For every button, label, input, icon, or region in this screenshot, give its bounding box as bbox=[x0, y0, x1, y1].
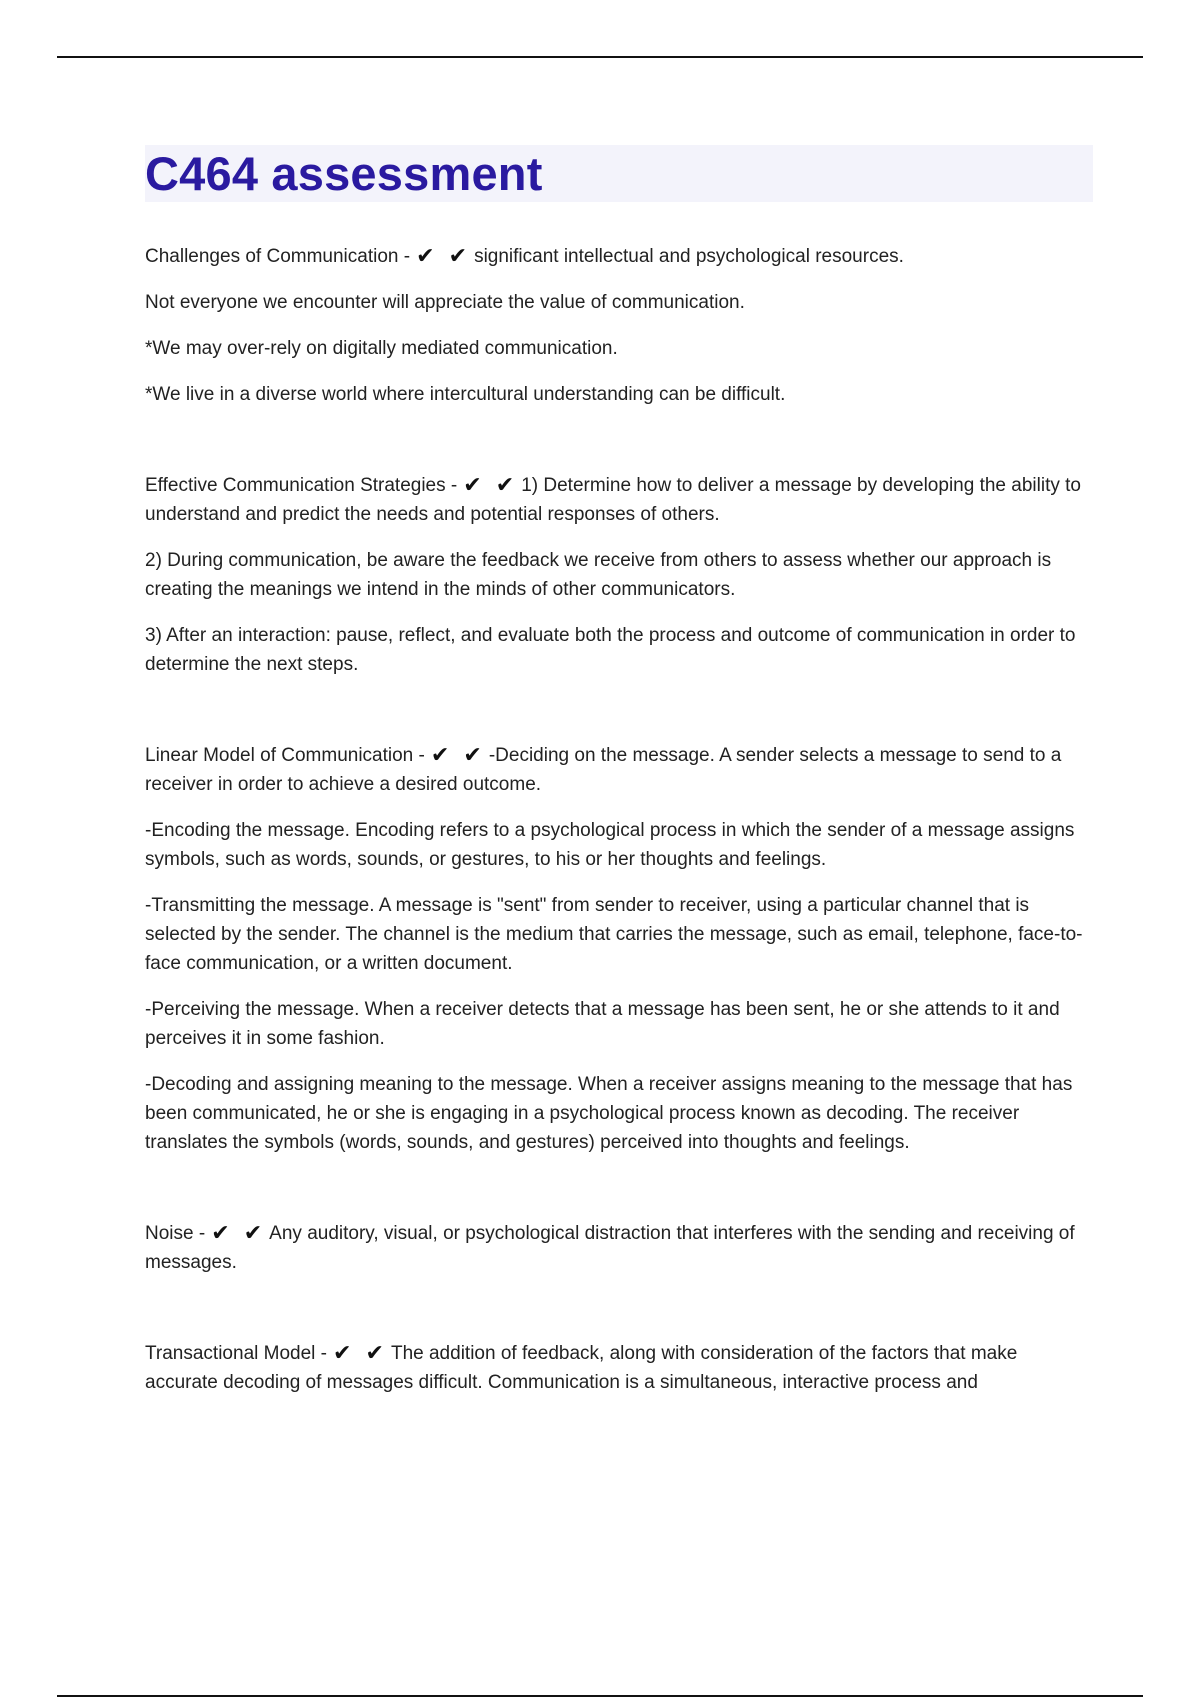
document-title: C464 assessment bbox=[145, 147, 543, 200]
entry-extra-paragraph: *We live in a diverse world where intercultural understanding can be difficult. bbox=[145, 384, 786, 405]
entry-extra-paragraph: -Decoding and assigning meaning to the message. When a receiver assigns meaning to the message that has been communicated, he or she is engaging in a psychological process known as decoding. The receiver translates the symbols (words, sounds, and gestures) perceived into thoughts and feelings. bbox=[145, 1074, 1073, 1153]
entry-main-paragraph bbox=[145, 741, 1093, 799]
entry-term: Linear Model of Communication - bbox=[145, 745, 425, 766]
flashcard-list bbox=[145, 242, 1093, 1397]
entry-term: Challenges of Communication - bbox=[145, 246, 411, 267]
double-check-icon: ✔ ✔ bbox=[463, 472, 519, 497]
entry-definition: The addition of feedback, along with consideration of the factors that make accurate decoding of messages difficult. Communication is a simultaneous, interactive process and bbox=[145, 1343, 1018, 1393]
entry-extra-paragraph: 3) After an interaction: pause, reflect, and evaluate both the process and outcome of communication in order to determine the next steps. bbox=[145, 625, 1076, 675]
entry-main-paragraph bbox=[145, 471, 1093, 529]
top-rule bbox=[57, 56, 1143, 58]
entry-extra-paragraph: -Perceiving the message. When a receiver detects that a message has been sent, he or she attends to it and perceives it in some fashion. bbox=[145, 999, 1060, 1049]
entry-extra-paragraph: -Transmitting the message. A message is "sent" from sender to receiver, using a particular channel that is selected by the sender. The channel is the medium that carries the message, such as email, telephone, face-to-face communication, or a written document. bbox=[145, 895, 1083, 974]
double-check-icon: ✔ ✔ bbox=[430, 742, 486, 767]
entry-main-paragraph bbox=[145, 1339, 1093, 1397]
entry-main-paragraph bbox=[145, 1219, 1093, 1277]
double-check-icon: ✔ ✔ bbox=[416, 243, 472, 268]
entry-extra-paragraph: 2) During communication, be aware the feedback we receive from others to assess whether our approach is creating the meanings we intend in the minds of other communicators. bbox=[145, 550, 1052, 600]
bottom-rule bbox=[57, 1695, 1143, 1697]
entry-main-paragraph bbox=[145, 242, 1093, 271]
flashcard-entry bbox=[145, 1219, 1093, 1277]
entry-definition: 1) Determine how to deliver a message by developing the ability to understand and predict the needs and potential responses of others. bbox=[145, 475, 1081, 525]
entry-extra-paragraph: Not everyone we encounter will appreciate the value of communication. bbox=[145, 292, 745, 313]
entry-definition: -Deciding on the message. A sender selects a message to send to a receiver in order to achieve a desired outcome. bbox=[145, 745, 1062, 795]
flashcard-entry bbox=[145, 471, 1093, 679]
title-band bbox=[145, 145, 1093, 202]
flashcard-entry bbox=[145, 242, 1093, 409]
entry-definition: Any auditory, visual, or psychological distraction that interferes with the sending and receiving of messages. bbox=[145, 1223, 1075, 1273]
entry-term: Noise - bbox=[145, 1223, 206, 1244]
flashcard-entry bbox=[145, 741, 1093, 1157]
entry-term: Transactional Model - bbox=[145, 1343, 327, 1364]
flashcard-entry bbox=[145, 1339, 1093, 1397]
document-page bbox=[145, 145, 1093, 1397]
double-check-icon: ✔ ✔ bbox=[332, 1340, 388, 1365]
double-check-icon: ✔ ✔ bbox=[211, 1220, 267, 1245]
entry-extra-paragraph: *We may over-rely on digitally mediated communication. bbox=[145, 338, 618, 359]
entry-extra-paragraph: -Encoding the message. Encoding refers to a psychological process in which the sender of a message assigns symbols, such as words, sounds, or gestures, to his or her thoughts and feelings. bbox=[145, 820, 1075, 870]
entry-term: Effective Communication Strategies - bbox=[145, 475, 458, 496]
entry-definition: significant intellectual and psychological resources. bbox=[474, 246, 904, 267]
